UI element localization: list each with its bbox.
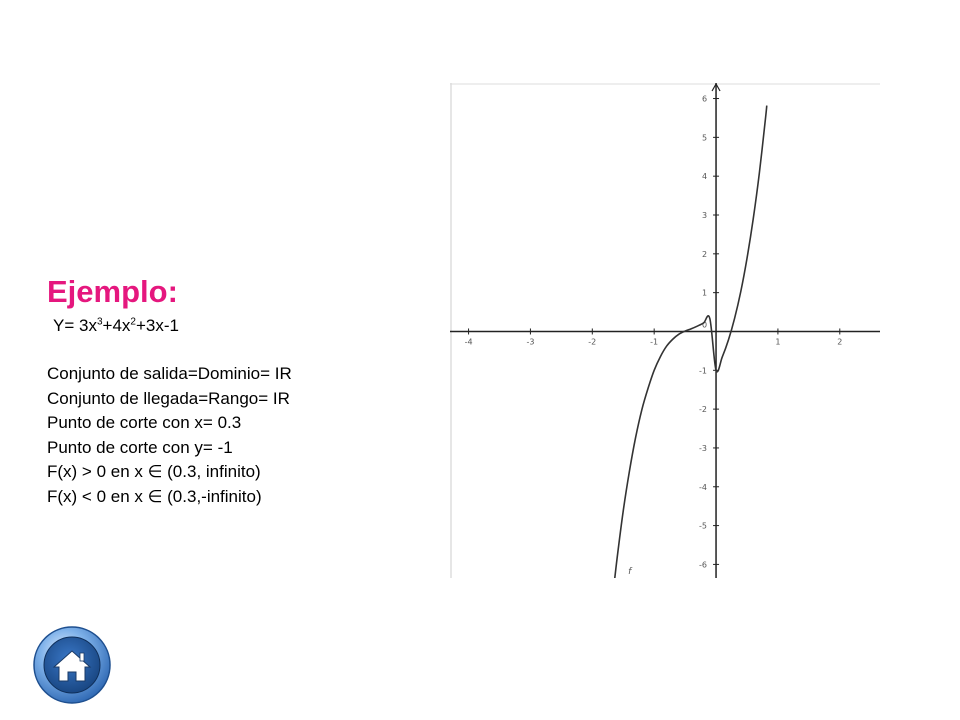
y-tick-label: 2: [701, 249, 708, 259]
y-intercept-line: Punto de corte con y= -1: [47, 437, 233, 457]
equation-exponent-2: 2: [130, 316, 136, 328]
example-text-block: [47, 272, 292, 509]
x-tick-label: -3: [526, 337, 535, 347]
x-tick-label: -1: [650, 337, 659, 347]
equation-middle: +4x: [102, 316, 131, 335]
y-tick-label: -3: [699, 443, 708, 453]
x-tick-label: 1: [775, 337, 781, 347]
domain-line: Conjunto de salida=Dominio= IR: [47, 364, 292, 383]
x-intercept-line: Punto de corte con x= 0.3: [47, 413, 242, 432]
y-tick-label: -2: [699, 405, 708, 415]
example-title: Ejemplo:: [47, 274, 178, 309]
y-tick-label: -5: [699, 521, 708, 531]
y-tick-label: 5: [701, 133, 708, 143]
y-tick-label: -1: [699, 366, 708, 376]
function-graph: [450, 83, 880, 578]
x-tick-label: -4: [464, 337, 473, 347]
equation-exponent-3: 3: [96, 316, 103, 328]
graph-background: [450, 83, 880, 578]
equation-prefix: Y= 3x: [53, 316, 97, 335]
y-tick-label: 1: [701, 288, 708, 298]
y-tick-label: -4: [699, 482, 708, 492]
home-icon: [32, 625, 112, 705]
x-tick-label: 2: [837, 337, 843, 347]
x-tick-label: -2: [588, 337, 597, 347]
y-tick-label: 4: [701, 172, 708, 182]
positive-interval-line: F(x) > 0 en x ∈ (0.3, infinito): [47, 462, 261, 481]
origin-label: 0: [701, 320, 708, 330]
range-line: Conjunto de llegada=Rango= IR: [47, 388, 290, 408]
equation-suffix: +3x-1: [135, 316, 179, 335]
spacer: [47, 338, 292, 362]
y-tick-label: -6: [699, 560, 708, 570]
y-tick-label: 3: [701, 211, 708, 220]
function-label: f: [628, 567, 632, 577]
home-button[interactable]: [32, 625, 112, 705]
negative-interval-line: F(x) < 0 en x ∈ (0.3,-infinito): [47, 486, 262, 506]
equation: [53, 314, 292, 338]
y-tick-label: 6: [701, 94, 708, 104]
